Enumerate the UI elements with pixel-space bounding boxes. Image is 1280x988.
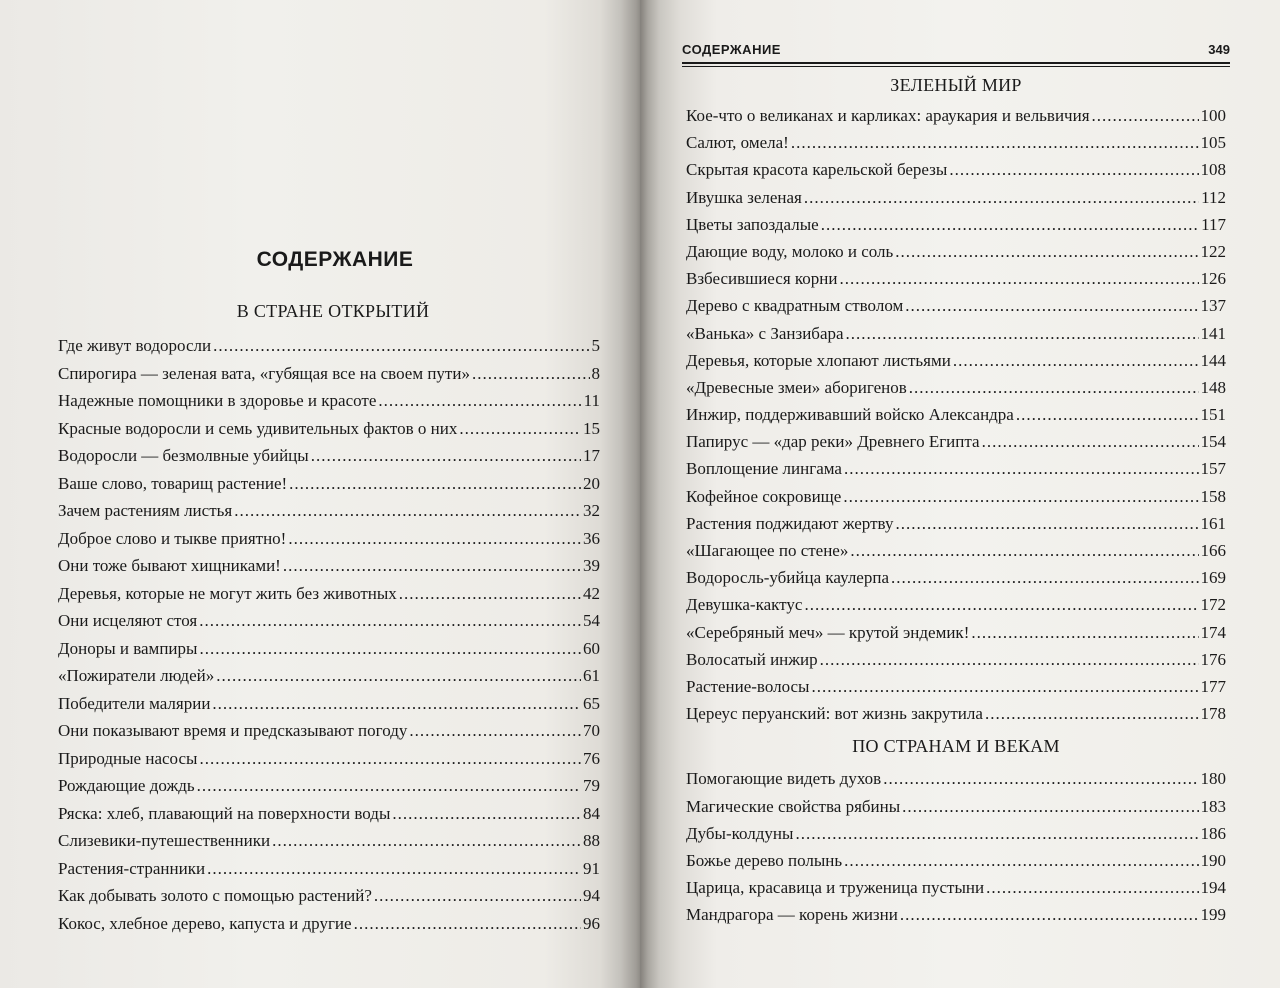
dot-leader bbox=[982, 428, 1199, 455]
toc-entry bbox=[58, 387, 600, 415]
running-head bbox=[682, 40, 1230, 64]
toc-entry-page: 42 bbox=[583, 583, 600, 603]
toc-entry bbox=[686, 673, 1226, 700]
toc-entry-title: Мандрагора — корень жизни bbox=[686, 905, 898, 925]
toc-entry-title: Помогающие видеть духов bbox=[686, 769, 882, 789]
dot-leader bbox=[985, 700, 1199, 727]
toc-entry bbox=[58, 552, 600, 580]
toc-entry bbox=[58, 415, 600, 443]
toc-entry-page: 70 bbox=[583, 721, 600, 740]
dot-leader bbox=[199, 635, 581, 663]
toc-entry bbox=[686, 510, 1226, 537]
section-title-green-world: ЗЕЛЕНЫЙ МИР bbox=[890, 75, 1022, 95]
toc-entry-page: 172 bbox=[1200, 595, 1226, 615]
dot-leader bbox=[472, 360, 590, 388]
toc-entry-page: 177 bbox=[1200, 676, 1226, 696]
toc-entry-title: Цветы запоздалые bbox=[686, 214, 819, 234]
dot-leader bbox=[821, 211, 1199, 238]
right-page bbox=[640, 0, 1280, 988]
dot-leader bbox=[971, 619, 1198, 646]
toc-entry bbox=[58, 360, 600, 388]
toc-entry-title: Скрытая красота карельской березы bbox=[686, 160, 948, 180]
toc-entry-page: 88 bbox=[583, 831, 600, 850]
toc-entry bbox=[58, 635, 600, 663]
toc-entry bbox=[686, 320, 1226, 347]
toc-entry bbox=[686, 793, 1226, 820]
toc-entry-page: 79 bbox=[583, 776, 600, 795]
toc-entry bbox=[686, 428, 1226, 455]
toc-entry bbox=[686, 347, 1226, 374]
toc-entry-title: Цереус перуанский: вот жизнь закрутила bbox=[686, 704, 983, 724]
toc-entry-title: Где живут водоросли bbox=[58, 336, 212, 355]
dot-leader bbox=[378, 387, 581, 415]
toc-entry bbox=[686, 646, 1226, 673]
toc-entry-page: 91 bbox=[583, 858, 600, 878]
toc-entry bbox=[58, 772, 600, 800]
toc-entry-title: Девушка-кактус bbox=[686, 595, 803, 615]
dot-leader bbox=[272, 827, 581, 855]
dot-leader bbox=[1092, 102, 1199, 129]
toc-entry-page: 100 bbox=[1200, 106, 1226, 125]
toc-entry-title: Деревья, которые не могут жить без животных bbox=[58, 583, 397, 603]
toc-entry-title: Природные насосы bbox=[58, 748, 198, 768]
toc-entry-page: 151 bbox=[1200, 405, 1226, 425]
dot-leader bbox=[949, 156, 1198, 183]
toc-entry bbox=[686, 211, 1226, 238]
toc-entry-title: Папирус — «дар реки» Древнего Египта bbox=[686, 432, 980, 452]
toc-entry-page: 148 bbox=[1200, 377, 1226, 397]
toc-entry-page: 5 bbox=[591, 336, 600, 355]
toc-entry bbox=[58, 332, 600, 360]
toc-entry-title: Царица, красавица и труженица пустыни bbox=[686, 878, 985, 898]
toc-entry-title: Водоросли — безмолвные убийцы bbox=[58, 446, 309, 465]
toc-entry-title: Растения поджидают жертву bbox=[686, 513, 894, 533]
toc-entry bbox=[686, 847, 1226, 874]
toc-entry-title: Дающие воду, молоко и соль bbox=[686, 241, 894, 261]
dot-leader bbox=[1016, 401, 1199, 428]
toc-entry bbox=[686, 238, 1226, 265]
dot-leader bbox=[207, 855, 581, 883]
toc-entry-page: 180 bbox=[1200, 769, 1226, 789]
dot-leader bbox=[900, 901, 1199, 928]
toc-entry-title: Растения-странники bbox=[58, 858, 206, 878]
toc-entry-page: 32 bbox=[583, 501, 600, 520]
toc-entry-title: Инжир, поддерживавший войско Александра bbox=[686, 405, 1014, 425]
toc-entry-title: Спирогира — зеленая вата, «губящая все на своем пути» bbox=[58, 363, 470, 383]
dot-leader bbox=[844, 847, 1198, 874]
header-rule-thin bbox=[682, 66, 1230, 67]
toc-entry-page: 176 bbox=[1200, 649, 1226, 669]
toc-entry-page: 161 bbox=[1200, 513, 1226, 533]
dot-leader bbox=[811, 673, 1198, 700]
dot-leader bbox=[212, 690, 581, 718]
dot-leader bbox=[839, 265, 1198, 292]
toc-entry-title: Слизевики-путешественники bbox=[58, 831, 271, 850]
dot-leader bbox=[795, 820, 1198, 847]
toc-entry-title: Они показывают время и предсказывают погоду bbox=[58, 721, 408, 740]
dot-leader bbox=[311, 442, 581, 470]
toc-entry-title: Красные водоросли и семь удивительных фактов о них bbox=[58, 418, 458, 438]
dot-leader bbox=[909, 374, 1199, 401]
toc-entry-title: Они тоже бывают хищниками! bbox=[58, 556, 281, 575]
toc-entry-title: Божье дерево полынь bbox=[686, 850, 843, 870]
toc-entry bbox=[686, 265, 1226, 292]
toc-entry bbox=[58, 607, 600, 635]
section-title-discoveries: В СТРАНЕ ОТКРЫТИЙ bbox=[236, 301, 430, 321]
toc-entry bbox=[686, 156, 1226, 183]
toc-entry-page: 122 bbox=[1200, 241, 1226, 261]
toc-entry bbox=[58, 910, 600, 938]
toc-list-discoveries bbox=[58, 332, 600, 937]
toc-entry-title: Деревья, которые хлопают листьями bbox=[686, 350, 951, 370]
toc-entry bbox=[686, 129, 1226, 156]
toc-entry-title: Салют, омела! bbox=[686, 133, 789, 153]
toc-entry-title: «Шагающее по стене» bbox=[686, 541, 849, 560]
toc-entry bbox=[58, 717, 600, 745]
toc-entry-page: 112 bbox=[1201, 187, 1226, 207]
toc-entry-title: Они исцеляют стоя bbox=[58, 611, 198, 630]
dot-leader bbox=[354, 910, 581, 938]
toc-entry-page: 194 bbox=[1200, 878, 1226, 898]
toc-entry-title: «Древесные змеи» аборигенов bbox=[686, 377, 907, 397]
contents-title: СОДЕРЖАНИЕ bbox=[256, 248, 414, 271]
toc-entry-page: 178 bbox=[1200, 704, 1226, 724]
toc-entry-page: 94 bbox=[583, 886, 600, 905]
toc-entry bbox=[58, 827, 600, 855]
toc-entry-page: 11 bbox=[583, 391, 600, 410]
dot-leader bbox=[199, 607, 581, 635]
toc-entry-page: 105 bbox=[1200, 133, 1226, 153]
toc-entry bbox=[58, 855, 600, 883]
toc-entry-title: «Серебряный меч» — крутой эндемик! bbox=[686, 622, 970, 642]
dot-leader bbox=[459, 415, 581, 443]
toc-entry-title: Ваше слово, товарищ растение! bbox=[58, 473, 288, 493]
toc-entry-title: «Пожиратели людей» bbox=[58, 666, 215, 685]
toc-entry bbox=[686, 537, 1226, 564]
toc-entry-page: 154 bbox=[1200, 432, 1226, 452]
toc-entry-page: 157 bbox=[1200, 459, 1226, 479]
toc-entry bbox=[686, 619, 1226, 646]
dot-leader bbox=[820, 646, 1199, 673]
toc-entry-page: 186 bbox=[1200, 823, 1226, 843]
dot-leader bbox=[288, 525, 581, 553]
toc-entry-page: 36 bbox=[583, 528, 600, 548]
toc-entry bbox=[686, 374, 1226, 401]
toc-entry-page: 61 bbox=[583, 666, 600, 685]
dot-leader bbox=[895, 510, 1198, 537]
dot-leader bbox=[843, 483, 1198, 510]
toc-entry-page: 39 bbox=[583, 556, 600, 575]
toc-entry-title: Доноры и вампиры bbox=[58, 638, 198, 658]
toc-entry-page: 8 bbox=[591, 363, 600, 383]
dot-leader bbox=[844, 455, 1199, 482]
dot-leader bbox=[197, 772, 581, 800]
toc-entry-title: Рождающие дождь bbox=[58, 776, 195, 795]
dot-leader bbox=[846, 320, 1199, 347]
toc-entry bbox=[58, 745, 600, 773]
dot-leader bbox=[850, 537, 1198, 564]
dot-leader bbox=[883, 765, 1198, 792]
toc-entry-title: Волосатый инжир bbox=[686, 649, 818, 669]
toc-entry-page: 54 bbox=[583, 611, 600, 630]
toc-entry bbox=[58, 580, 600, 608]
toc-list-green-world bbox=[686, 102, 1226, 727]
toc-entry bbox=[686, 874, 1226, 901]
dot-leader bbox=[905, 292, 1198, 319]
header-rule-thick bbox=[682, 62, 1230, 64]
toc-entry bbox=[58, 662, 600, 690]
toc-entry-title: Растение-волосы bbox=[686, 676, 810, 696]
toc-entry-page: 199 bbox=[1200, 905, 1226, 925]
toc-entry bbox=[686, 292, 1226, 319]
left-toc bbox=[58, 248, 600, 937]
toc-entry-page: 96 bbox=[583, 913, 600, 933]
toc-entry bbox=[686, 483, 1226, 510]
toc-entry-title: Кое-что о великанах и карликах: араукария и вельвичия bbox=[686, 106, 1090, 125]
toc-entry-page: 174 bbox=[1200, 622, 1226, 642]
toc-list-countries-ages bbox=[686, 765, 1226, 928]
dot-leader bbox=[283, 552, 581, 580]
toc-entry-page: 141 bbox=[1200, 323, 1226, 343]
toc-entry bbox=[58, 882, 600, 910]
toc-entry-title: Дерево с квадратным стволом bbox=[686, 296, 904, 316]
dot-leader bbox=[804, 591, 1198, 618]
section-title-countries-ages: ПО СТРАНАМ И ВЕКАМ bbox=[852, 736, 1060, 757]
dot-leader bbox=[902, 793, 1198, 820]
toc-entry-page: 190 bbox=[1200, 850, 1226, 870]
toc-entry-page: 20 bbox=[583, 473, 600, 493]
dot-leader bbox=[953, 347, 1199, 374]
toc-entry bbox=[58, 525, 600, 553]
toc-entry-page: 17 bbox=[583, 446, 600, 465]
dot-leader bbox=[804, 184, 1199, 211]
toc-entry-title: Водоросль-убийца каулерпа bbox=[686, 568, 889, 588]
dot-leader bbox=[216, 662, 581, 690]
toc-entry-title: Зачем растениям листья bbox=[58, 501, 233, 520]
toc-entry-title: Дубы-колдуны bbox=[686, 823, 794, 843]
toc-entry-page: 183 bbox=[1200, 796, 1226, 816]
dot-leader bbox=[374, 882, 581, 910]
toc-entry bbox=[686, 184, 1226, 211]
toc-entry-title: «Ванька» с Занзибара bbox=[686, 323, 844, 343]
page-number: 349 bbox=[1208, 42, 1230, 57]
toc-entry bbox=[686, 901, 1226, 928]
toc-entry bbox=[686, 455, 1226, 482]
toc-entry-title: Кофейное сокровище bbox=[686, 486, 842, 506]
toc-entry-page: 144 bbox=[1200, 350, 1226, 370]
toc-entry-page: 60 bbox=[583, 638, 600, 658]
toc-entry bbox=[686, 700, 1226, 727]
dot-leader bbox=[199, 745, 581, 773]
dot-leader bbox=[234, 497, 581, 525]
toc-entry-title: Магические свойства рябины bbox=[686, 796, 901, 816]
dot-leader bbox=[891, 564, 1199, 591]
dot-leader bbox=[986, 874, 1198, 901]
dot-leader bbox=[399, 580, 581, 608]
toc-entry bbox=[686, 820, 1226, 847]
toc-entry-page: 126 bbox=[1200, 269, 1226, 289]
dot-leader bbox=[409, 717, 581, 745]
running-head-title: СОДЕРЖАНИЕ bbox=[682, 42, 781, 57]
toc-entry-title: Надежные помощники в здоровье и красоте bbox=[58, 391, 377, 410]
toc-entry-page: 84 bbox=[583, 803, 600, 823]
toc-entry bbox=[58, 800, 600, 828]
toc-entry-title: Как добывать золото с помощью растений? bbox=[58, 886, 372, 905]
toc-entry-page: 15 bbox=[583, 418, 600, 438]
toc-entry-title: Кокос, хлебное дерево, капуста и другие bbox=[58, 913, 352, 933]
toc-entry bbox=[686, 591, 1226, 618]
dot-leader bbox=[791, 129, 1199, 156]
dot-leader bbox=[213, 332, 589, 360]
right-toc bbox=[686, 72, 1226, 928]
toc-entry bbox=[58, 442, 600, 470]
toc-entry-page: 166 bbox=[1200, 541, 1226, 560]
toc-entry-page: 65 bbox=[583, 693, 600, 713]
dot-leader bbox=[895, 238, 1198, 265]
toc-entry-page: 76 bbox=[583, 748, 600, 768]
toc-entry-title: Взбесившиеся корни bbox=[686, 269, 838, 289]
toc-entry bbox=[58, 690, 600, 718]
toc-entry-page: 108 bbox=[1200, 160, 1226, 180]
toc-entry-page: 117 bbox=[1201, 214, 1226, 234]
toc-entry bbox=[58, 470, 600, 498]
toc-entry bbox=[58, 497, 600, 525]
toc-entry-title: Победители малярии bbox=[58, 693, 211, 713]
toc-entry-title: Ряска: хлеб, плавающий на поверхности воды bbox=[58, 803, 391, 823]
toc-entry bbox=[686, 765, 1226, 792]
toc-entry bbox=[686, 564, 1226, 591]
toc-entry-title: Воплощение лингама bbox=[686, 459, 842, 479]
dot-leader bbox=[392, 800, 581, 828]
toc-entry bbox=[686, 102, 1226, 129]
toc-entry-page: 158 bbox=[1200, 486, 1226, 506]
toc-entry-title: Ивушка зеленая bbox=[686, 187, 802, 207]
dot-leader bbox=[289, 470, 581, 498]
toc-entry-title: Доброе слово и тыкве приятно! bbox=[58, 528, 287, 548]
toc-entry bbox=[686, 401, 1226, 428]
toc-entry-page: 169 bbox=[1200, 568, 1226, 588]
toc-entry-page: 137 bbox=[1200, 296, 1226, 316]
